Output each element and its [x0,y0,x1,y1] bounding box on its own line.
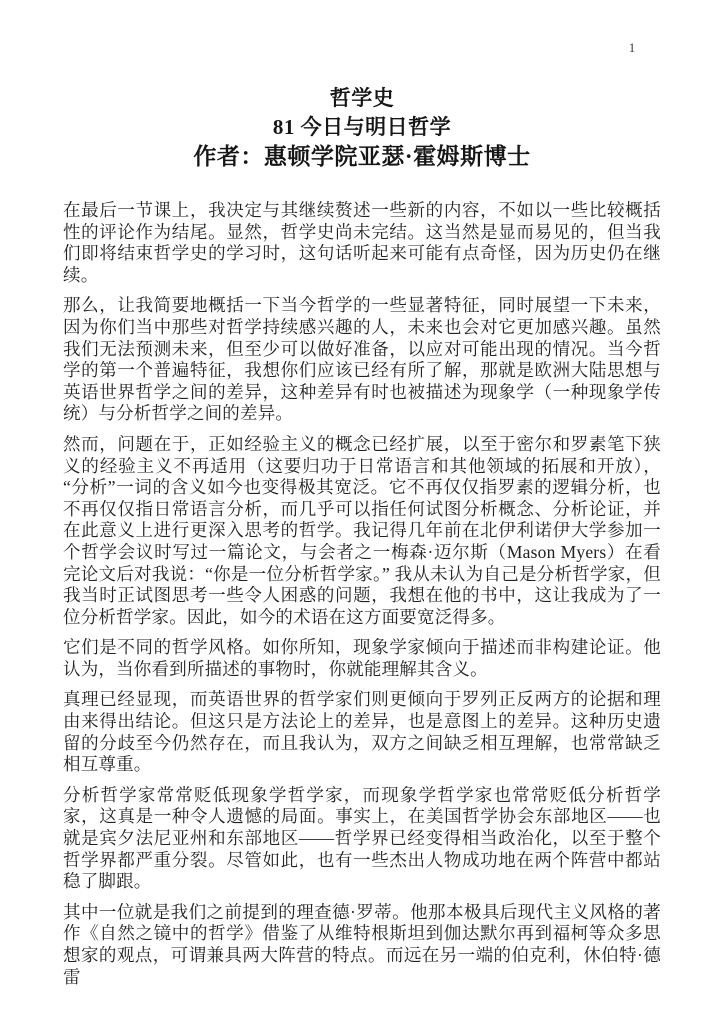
paragraph-2: 那么，让我简要地概括一下当今哲学的一些显著特征，同时展望一下未来，因为你们当中那些对哲学持续感兴趣的人，未来也会对它更加感兴趣。虽然我们无法预测未来，但至少可以做好准备，以应对可能出现的情况。当今哲学的第一个普遍特征，我想你们应该已经有所了解，那就是欧洲大陆思想与英语世界哲学之间的差异，这种差异有时也被描述为现象学（一种现象学传统）与分析哲学之间的差异。 [63,295,661,424]
document-subtitle: 81 今日与明日哲学 [272,115,452,139]
paragraph-6: 分析哲学家常常贬低现象学哲学家，而现象学哲学家也常常贬低分析哲学家，这真是一种令人遗憾的局面。事实上，在美国哲学协会东部地区——也就是宾夕法尼亚州和东部地区——哲学界已经变得相当政治化，以至于整个哲学界都严重分裂。尽管如此，也有一些杰出人物成功地在两个阵营中都站稳了脚跟。 [63,784,661,892]
document-header [0,0,724,172]
paragraph-1: 在最后一节课上，我决定与其继续赘述一些新的内容，不如以一些比较概括性的评论作为结尾。显然，哲学史尚未完结。这当然是显而易见的，但当我们即将结束哲学史的学习时，这句话听起来可能有点奇怪，因为历史仍在继续。 [63,200,661,285]
paragraph-7: 其中一位就是我们之前提到的理查德·罗蒂。他那本极具后现代主义风格的著作《自然之镜中的哲学》借鉴了从维特根斯坦到伽达默尔再到福柯等众多思想家的观点，可谓兼具两大阵营的特点。而远在另一端的伯克利，休伯特·德雷 [63,901,661,987]
paragraph-4: 它们是不同的哲学风格。如你所知，现象学家倾向于描述而非构建论证。他认为，当你看到所描述的事物时，你就能理解其含义。 [63,637,661,679]
paragraph-3: 然而，问题在于，正如经验主义的概念已经扩展，以至于密尔和罗素笔下狭义的经验主义不再适用（这要归功于日常语言和其他领域的拓展和开放），“分析”一词的含义如今也变得极其宽泛。它不再仅仅指罗素的逻辑分析，也不再仅仅指日常语言分析，而几乎可以指任何试图分析概念、分析论证，并在此意义上进行更深入思考的哲学。我记得几年前在北伊利诺伊大学参加一个哲学会议时写过一篇论文，与会者之一梅森·迈尔斯（Mason Myers）在看完论文后对我说：“你是一位分析哲学家。” 我从未认为自己是分析哲学家，但我当时正试图思考一些令人困惑的问题，我想在他的书中，这让我成为了一位分析哲学家。因此，如今的术语在这方面要宽泛得多。 [63,433,661,627]
paragraph-5: 真理已经显现，而英语世界的哲学家们则更倾向于罗列正反两方的论据和理由来得出结论。但这只是方法论上的差异，也是意图上的差异。这种历史遗留的分歧至今仍然存在，而且我认为，双方之间缺乏相互理解，也常常缺乏相互尊重。 [63,689,661,775]
document-body [63,200,661,988]
document-author-line: 作者：惠顿学院亚瑟·霍姆斯博士 [193,144,531,169]
document-title: 哲学史 [329,86,395,110]
page-number: 1 [628,40,636,55]
